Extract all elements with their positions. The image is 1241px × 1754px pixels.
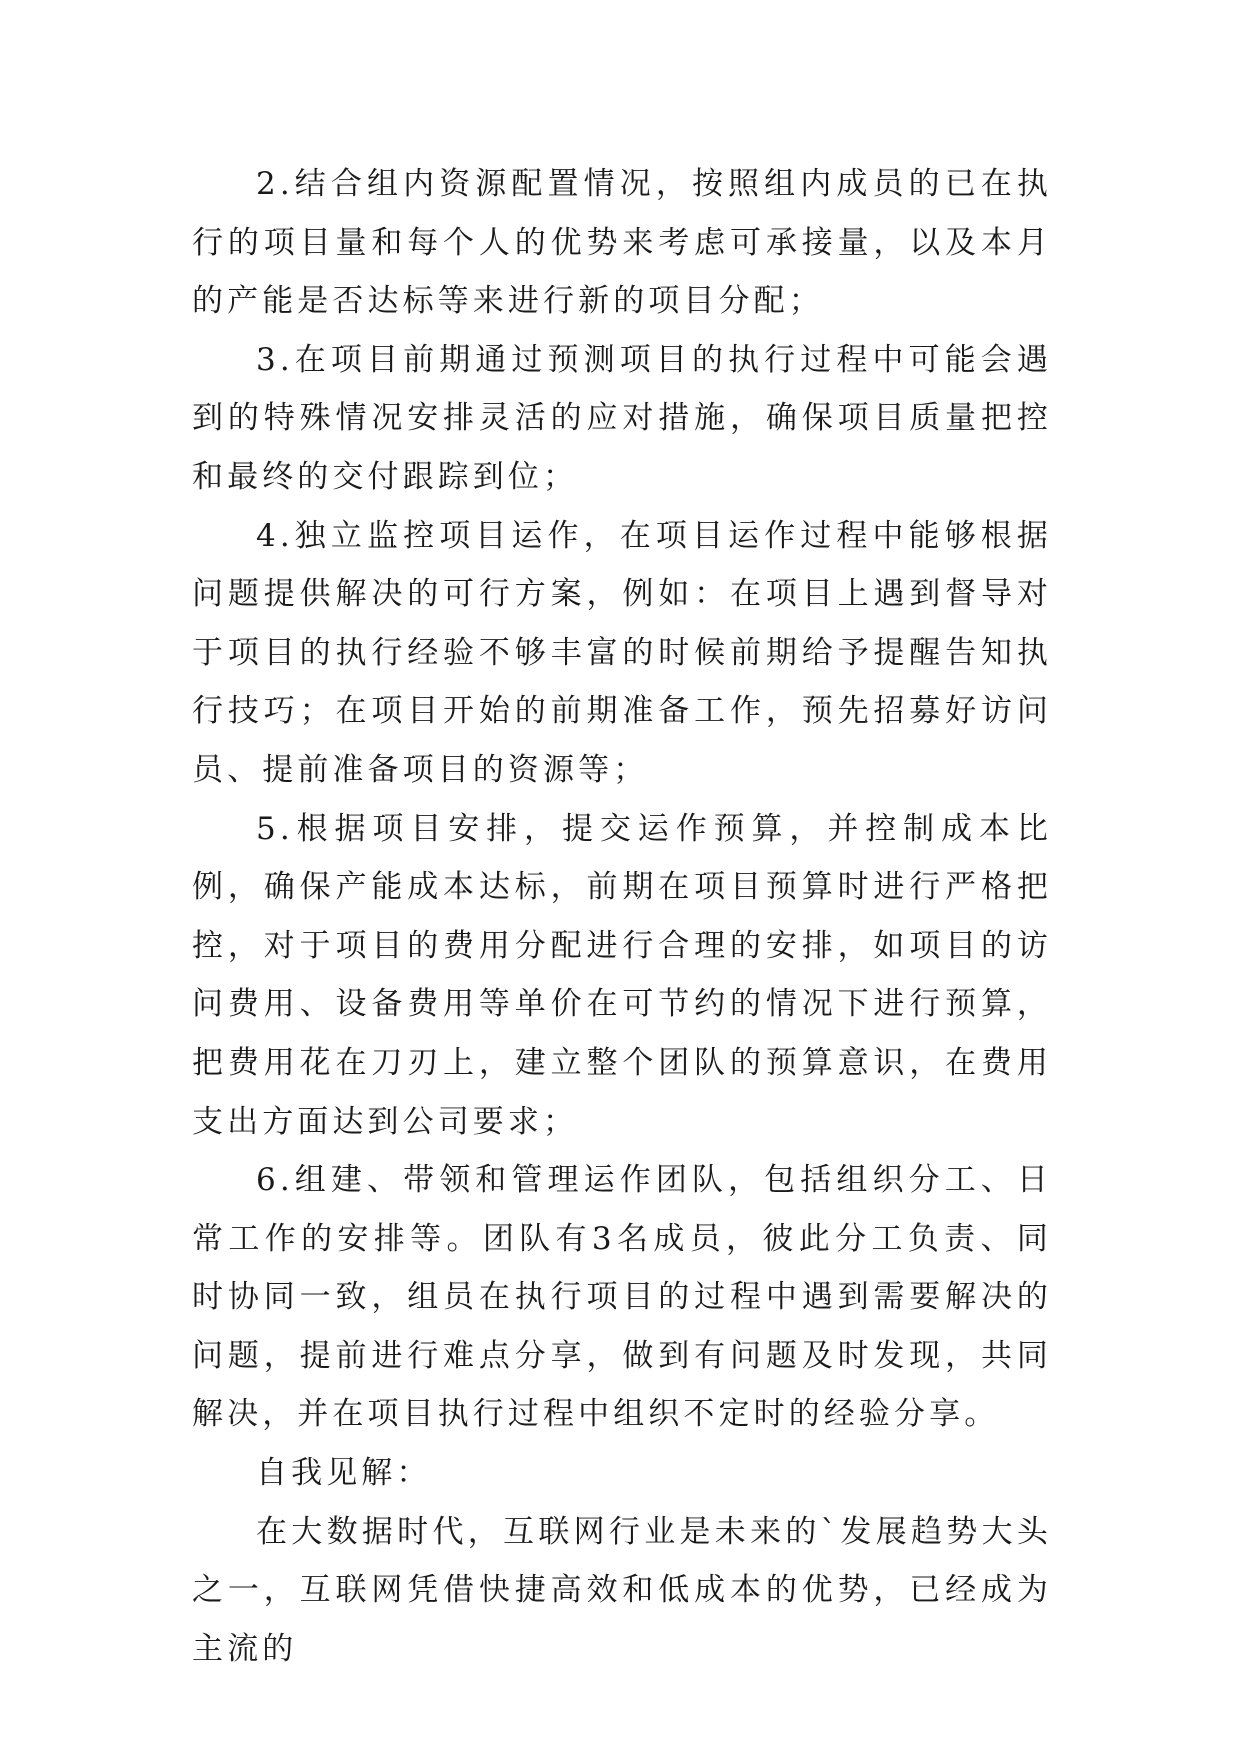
paragraph-item-6: 6.组建、带领和管理运作团队，包括组织分工、日常工作的安排等。团队有3名成员，彼此分工负责、同时协同一致，组员在执行项目的过程中遇到需要解决的问题，提前进行难点分享，做到有问题及时发现，共同解决，并在项目执行过程中组织不定时的经验分享。 (192, 1162, 1052, 1433)
paragraph-item-4: 4.独立监控项目运作，在项目运作过程中能够根据问题提供解决的可行方案，例如：在项目上遇到督导对于项目的执行经验不够丰富的时候前期给予提醒告知执行技巧；在项目开始的前期准备工作，预先招募好访问员、提前准备项目的资源等； (192, 517, 1052, 788)
paragraph-item-3: 3.在项目前期通过预测项目的执行过程中可能会遇到的特殊情况安排灵活的应对措施，确保项目质量把控和最终的交付跟踪到位； (192, 341, 1052, 495)
paragraph-item-5: 5.根据项目安排，提交运作预算，并控制成本比例，确保产能成本达标，前期在项目预算时进行严格把控，对于项目的费用分配进行合理的安排，如项目的访问费用、设备费用等单价在可节约的情况下进行预算，把费用花在刀刃上，建立整个团队的预算意识，在费用支出方面达到公司要求； (192, 810, 1052, 1140)
document-body (192, 155, 1052, 1678)
paragraph-self-view: 在大数据时代，互联网行业是未来的`发展趋势大头之一，互联网凭借快捷高效和低成本的优势，已经成为主流的 (192, 1513, 1052, 1667)
paragraph-item-2: 2.结合组内资源配置情况，按照组内成员的已在执行的项目量和每个人的优势来考虑可承接量，以及本月的产能是否达标等来进行新的项目分配； (192, 166, 1052, 320)
section-heading-self-view: 自我见解： (256, 1455, 432, 1492)
